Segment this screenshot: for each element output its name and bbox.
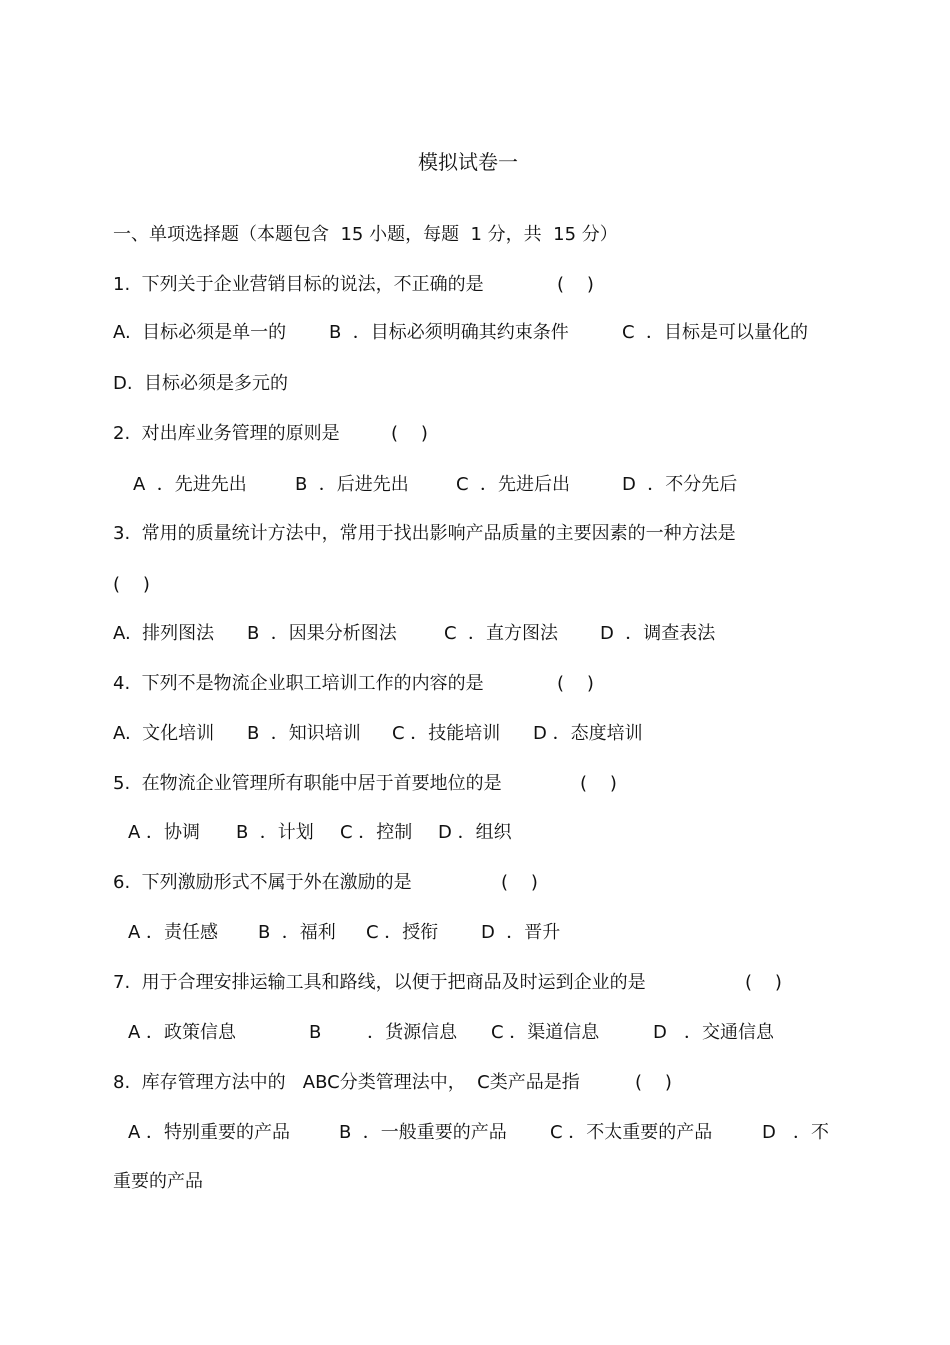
question-3-option-c: C ．直方图法 <box>444 623 559 644</box>
question-1-option-a: A. 目标必须是单一的 <box>113 322 287 343</box>
question-5-answer-paren: ( ) <box>580 773 617 794</box>
question-3-option-b: B ．因果分析图法 <box>247 623 397 644</box>
question-6-option-d: D ．晋升 <box>481 922 561 943</box>
question-3-option-d: D ．调查表法 <box>600 623 716 644</box>
question-2-option-a: A ．先进先出 <box>133 474 247 495</box>
question-2-answer-paren: ( ) <box>391 423 428 444</box>
question-3-option-a: A. 排列图法 <box>113 623 215 644</box>
question-6-stem: 6. 下列激励形式不属于外在激励的是 <box>113 872 412 893</box>
question-2-stem: 2. 对出库业务管理的原则是 <box>113 423 340 444</box>
question-1-stem: 1. 下列关于企业营销目标的说法，不正确的是 <box>113 274 484 295</box>
question-7-option-d: D ．交通信息 <box>653 1022 775 1043</box>
question-1-option-c: C ．目标是可以量化的 <box>622 322 809 343</box>
question-5-option-c: C ．控制 <box>340 822 413 843</box>
question-7-option-c: C ．渠道信息 <box>491 1022 600 1043</box>
question-4-option-d: D ．态度培训 <box>533 723 643 744</box>
question-7-stem: 7. 用于合理安排运输工具和路线，以便于把商品及时运到企业的是 <box>113 972 646 993</box>
question-8-option-a: A ．特别重要的产品 <box>128 1122 291 1143</box>
question-6-option-c: C ．授衔 <box>366 922 439 943</box>
question-5-stem: 5. 在物流企业管理所有职能中居于首要地位的是 <box>113 773 502 794</box>
question-8-option-b: B ．一般重要的产品 <box>339 1122 507 1143</box>
question-8-stem: 8. 库存管理方法中的 ABC分类管理法中， C类产品是指 <box>113 1072 580 1093</box>
question-3-answer-paren: ( ) <box>113 574 150 595</box>
question-6-option-b: B ．福利 <box>258 922 336 943</box>
question-1-option-b: B ．目标必须明确其约束条件 <box>329 322 569 343</box>
question-1-answer-paren: ( ) <box>557 274 594 295</box>
page-title: 模拟试卷一 <box>418 150 518 174</box>
question-7-answer-paren: ( ) <box>745 972 782 993</box>
question-5-option-b: B ．计划 <box>236 822 314 843</box>
question-7-option-b: B ．货源信息 <box>309 1022 458 1043</box>
question-2-option-b: B ．后进先出 <box>295 474 409 495</box>
question-4-option-b: B ．知识培训 <box>247 723 361 744</box>
question-1-option-d: D. 目标必须是多元的 <box>113 373 289 394</box>
question-2-option-c: C ．先进后出 <box>456 474 571 495</box>
question-2-option-d: D ．不分先后 <box>622 474 738 495</box>
question-6-option-a: A ．责任感 <box>128 922 219 943</box>
question-4-answer-paren: ( ) <box>557 673 594 694</box>
question-3-stem: 3. 常用的质量统计方法中，常用于找出影响产品质量的主要因素的一种方法是 <box>113 523 736 544</box>
question-8-answer-paren: ( ) <box>635 1072 672 1093</box>
question-6-answer-paren: ( ) <box>501 872 538 893</box>
question-4-option-c: C ．技能培训 <box>392 723 501 744</box>
question-4-stem: 4. 下列不是物流企业职工培训工作的内容的是 <box>113 673 484 694</box>
question-4-option-a: A. 文化培训 <box>113 723 215 744</box>
question-8-option-d-continuation: 重要的产品 <box>113 1171 203 1192</box>
question-8-option-d: D ．不 <box>762 1122 830 1143</box>
question-8-option-c: C ．不太重要的产品 <box>550 1122 713 1143</box>
question-7-option-a: A ．政策信息 <box>128 1022 237 1043</box>
question-5-option-a: A ．协调 <box>128 822 201 843</box>
section-heading: 一、单项选择题（本题包含 15 小题，每题 1 分，共 15 分） <box>113 224 618 245</box>
question-5-option-d: D ．组织 <box>438 822 512 843</box>
